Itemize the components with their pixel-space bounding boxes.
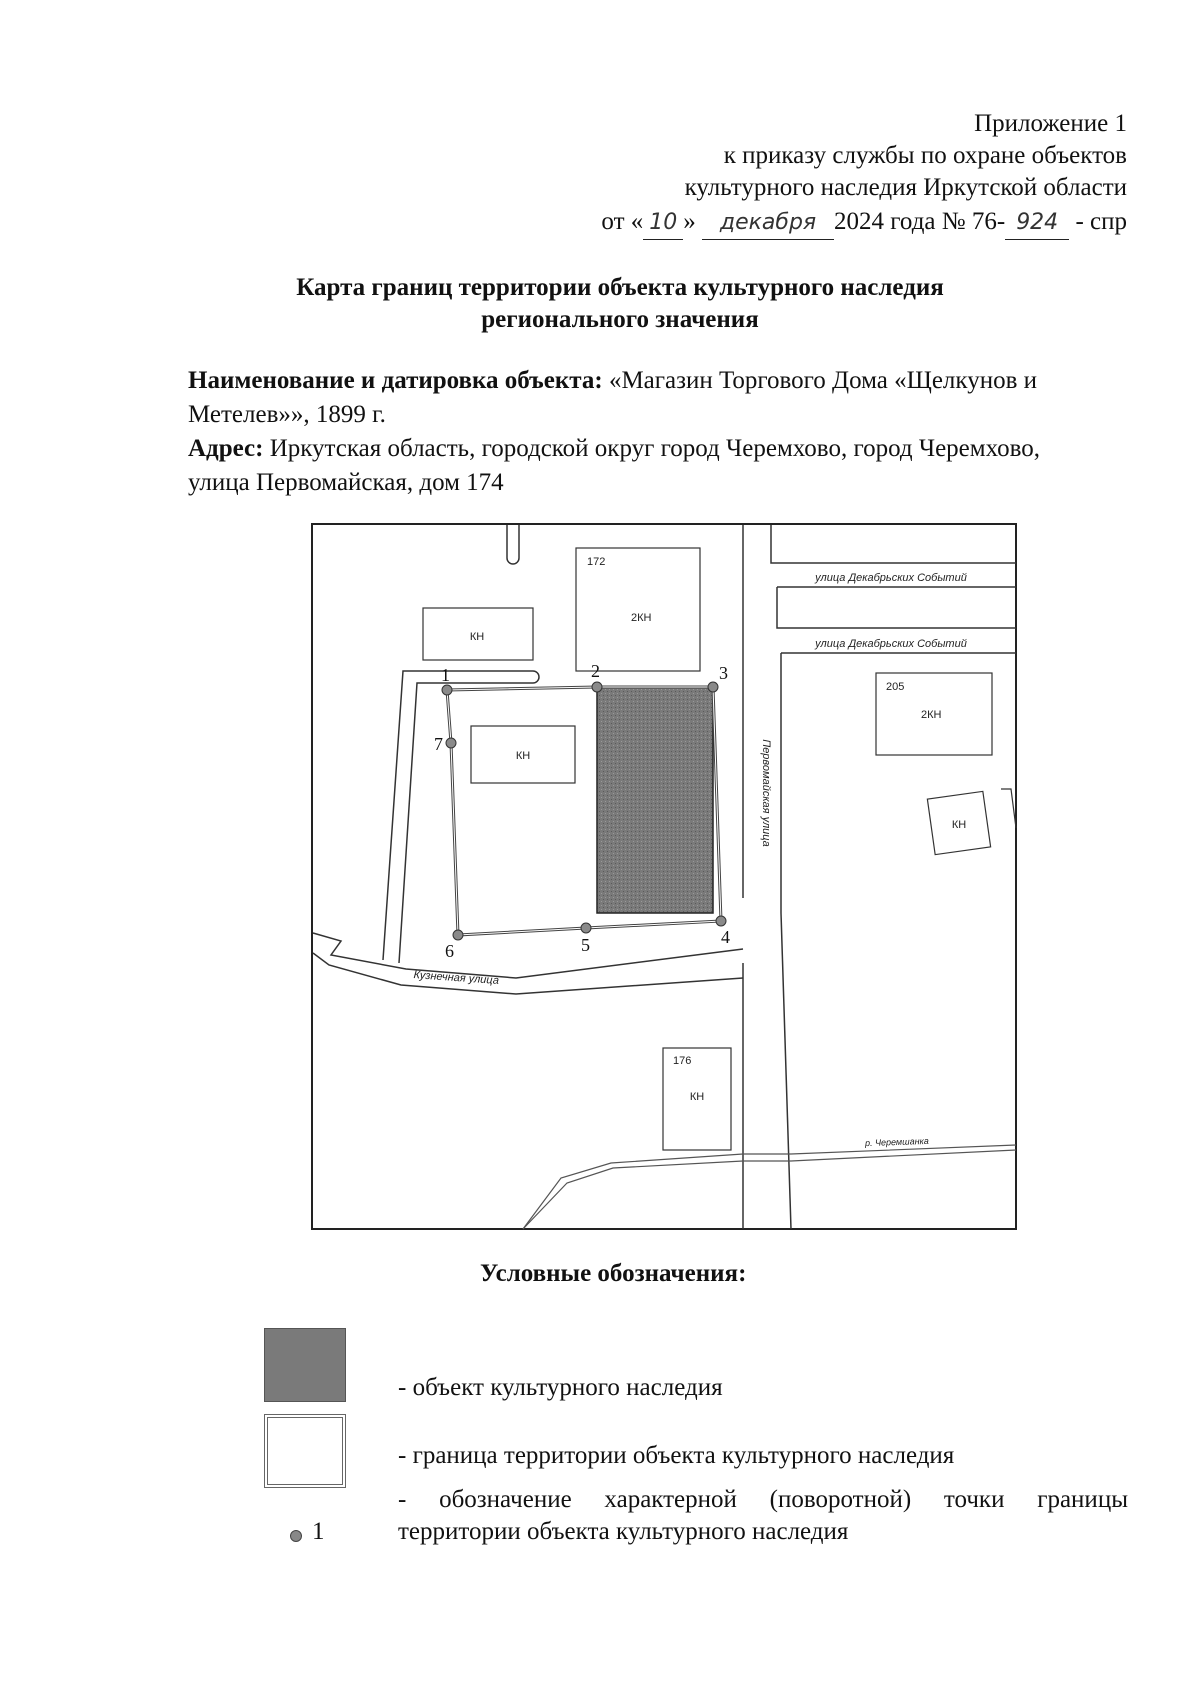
appendix-service-line: культурного наследия Иркутской области [684, 174, 1127, 201]
legend-point-number: 1 [312, 1518, 325, 1545]
street-label-dekabr-2: улица Декабрьских Событий [815, 638, 967, 650]
legend-heritage-label: - объект культурного наследия [398, 1374, 723, 1401]
boundary-point-5 [581, 923, 591, 933]
order-suffix: - спр [1075, 208, 1127, 235]
order-number: 924 [1005, 207, 1069, 240]
boundary-point-7 [446, 738, 456, 748]
object-name-label: Наименование и датировка объекта: [188, 367, 603, 394]
object-address-block [188, 432, 1138, 500]
legend-border-label: - граница территории объекта культурного наследия [398, 1442, 955, 1469]
building-176-type: КН [689, 1091, 705, 1103]
document-title-line-1: Карта границ территории объекта культурного наследия [296, 274, 944, 301]
building-inner-type: КН [515, 750, 531, 762]
river-label: р. Черемшанка [864, 1135, 929, 1149]
point-label-6: 6 [445, 941, 454, 961]
legend-border-symbol [264, 1414, 346, 1488]
date-year: 2024 года № 76- [834, 208, 1006, 235]
order-date-line [601, 206, 1127, 240]
legend-title: Условные обозначения: [480, 1260, 747, 1287]
boundary-map [311, 523, 1017, 1230]
object-name-block [188, 364, 1138, 432]
building-east-type: КН [951, 819, 967, 831]
building-172-type: 2КН [631, 612, 652, 624]
building-205-number: 205 [886, 681, 905, 693]
point-label-3: 3 [719, 663, 728, 683]
street-label-pervomaiskaya: Первомайская улица [760, 739, 772, 847]
building-176-number: 176 [673, 1055, 692, 1067]
building-172-number: 172 [587, 556, 606, 568]
street-label-dekabr-1: улица Декабрьских Событий [815, 572, 967, 584]
point-label-5: 5 [581, 935, 590, 955]
boundary-point-2 [592, 682, 602, 692]
point-label-7: 7 [434, 734, 443, 754]
date-prefix: от « [601, 208, 644, 235]
address-value-1: Иркутская область, городской округ город Черемхово, город Черемхово, [269, 435, 1041, 462]
object-name-value-1: «Магазин Торгового Дома «Щелкунов и [608, 367, 1038, 394]
building-205-type: 2КН [921, 709, 942, 721]
heritage-object [597, 687, 713, 913]
document-title-line-2: регионального значения [481, 306, 759, 333]
boundary-point-4 [716, 916, 726, 926]
boundary-point-3 [708, 682, 718, 692]
map-svg [311, 523, 1017, 1230]
date-month: декабря [702, 207, 834, 240]
address-label: Адрес: [188, 435, 264, 462]
appendix-order-line: к приказу службы по охране объектов [723, 142, 1127, 169]
point-label-4: 4 [721, 927, 730, 947]
building-nw-type: КН [469, 631, 485, 643]
point-label-1: 1 [441, 665, 450, 685]
date-mid: » [683, 208, 696, 235]
street-label-kuznechnaya: Кузнечная улица [413, 969, 500, 987]
object-name-value-2: Метелев»», 1899 г. [188, 401, 386, 428]
boundary-point-6 [453, 930, 463, 940]
legend-point-label-1: - обозначение характерной (поворотной) точки границы [398, 1486, 1128, 1513]
appendix-number: Приложение 1 [974, 110, 1127, 137]
legend-point-symbol [290, 1530, 302, 1542]
legend-heritage-symbol [264, 1328, 346, 1402]
point-label-2: 2 [591, 661, 600, 681]
boundary-point-1 [442, 685, 452, 695]
date-day: 10 [643, 207, 683, 240]
address-value-2: улица Первомайская, дом 174 [188, 469, 504, 496]
legend-point-label-2: территории объекта культурного наследия [398, 1518, 849, 1545]
